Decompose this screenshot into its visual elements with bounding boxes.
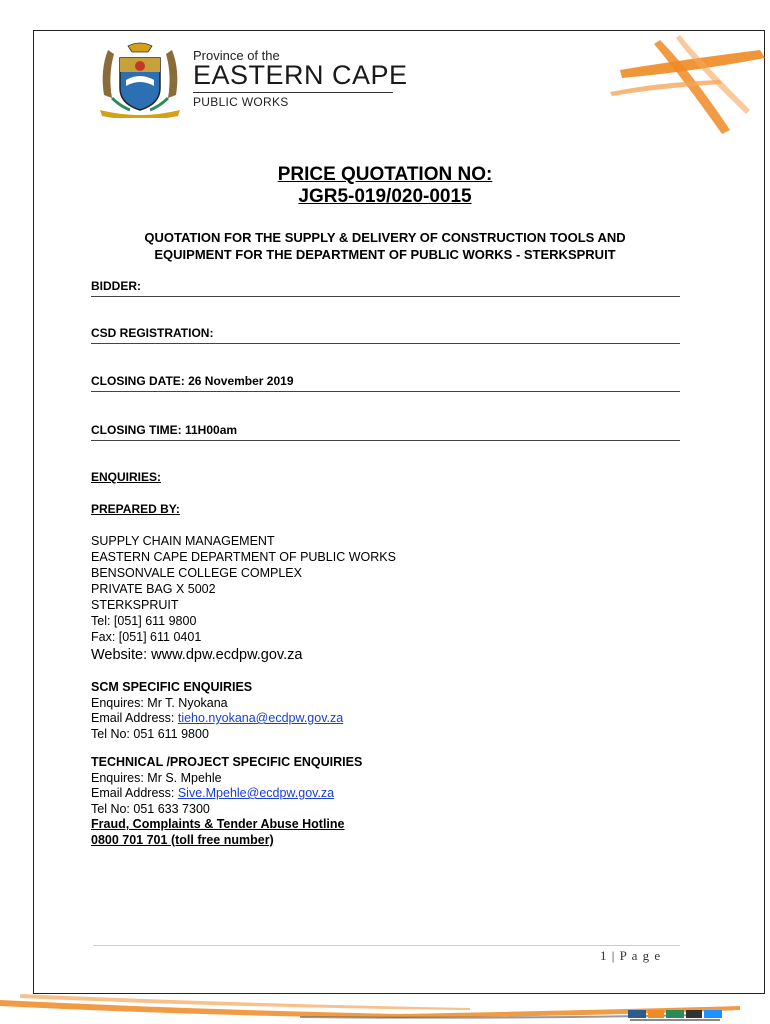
logo-divider	[193, 92, 393, 93]
address-tel: Tel: [051] 611 9800	[91, 614, 197, 628]
technical-email-row	[91, 786, 362, 802]
address-line: PRIVATE BAG X 5002	[91, 582, 216, 596]
technical-email-link[interactable]: Sive.Mpehle@ecdpw.gov.za	[177, 786, 335, 800]
technical-enquiries-block	[91, 755, 362, 848]
technical-email-label: Email Address:	[91, 786, 178, 800]
footer-divider	[93, 945, 680, 946]
page-word: P a g e	[619, 948, 662, 963]
technical-enquires: Enquires: Mr S. Mpehle	[91, 770, 222, 785]
partner-logos	[628, 1008, 724, 1022]
scm-email-link[interactable]: tieho.nyokana@ecdpw.gov.za	[177, 711, 344, 725]
quotation-title: PRICE QUOTATION NO:	[277, 164, 493, 185]
closing-time-field: CLOSING TIME: 11H00am	[91, 423, 680, 441]
prepared-by-heading: PREPARED BY:	[91, 502, 180, 516]
address-fax: Fax: [051] 611 0401	[91, 630, 202, 644]
page-number-value: 1	[600, 948, 608, 963]
scm-email-row	[91, 711, 343, 727]
description-line-2: EQUIPMENT FOR THE DEPARTMENT OF PUBLIC WORKS - STERKSPRUIT	[154, 247, 616, 262]
scm-enquiries-block	[91, 680, 343, 742]
logo-public-works-text: PUBLIC WORKS	[193, 95, 289, 109]
bidder-field: BIDDER:	[91, 279, 680, 297]
logo-wordmark	[193, 48, 408, 109]
scm-enquires: Enquires: Mr T. Nyokana	[91, 695, 228, 710]
orange-brush-decoration	[600, 30, 770, 140]
technical-tel: Tel No: 051 633 7300	[91, 801, 210, 816]
address-line: BENSONVALE COLLEGE COMPLEX	[91, 566, 302, 580]
hotline-number: 0800 701 701 (toll free number)	[91, 832, 274, 847]
quotation-number: JGR5-019/020-0015	[298, 186, 472, 207]
page-number: 1 | P a g e	[600, 948, 662, 963]
scm-email-label: Email Address:	[91, 711, 178, 725]
address-line: STERKSPRUIT	[91, 598, 179, 612]
address-website: Website: www.dpw.ecdpw.gov.za	[91, 647, 303, 663]
address-block	[91, 533, 396, 665]
address-line: SUPPLY CHAIN MANAGEMENT	[91, 534, 275, 548]
closing-date-field: CLOSING DATE: 26 November 2019	[91, 374, 680, 392]
csd-registration-field: CSD REGISTRATION:	[91, 326, 680, 344]
logo-province-text: Province of the	[193, 48, 280, 63]
logo-eastern-cape-text: EASTERN CAPE	[193, 60, 408, 90]
address-line: EASTERN CAPE DEPARTMENT OF PUBLIC WORKS	[91, 550, 396, 564]
coat-of-arms-logo	[90, 40, 190, 118]
scm-heading: SCM SPECIFIC ENQUIRIES	[91, 680, 253, 694]
quotation-description	[60, 229, 710, 263]
technical-heading: TECHNICAL /PROJECT SPECIFIC ENQUIRIES	[91, 755, 363, 769]
hotline-label: Fraud, Complaints & Tender Abuse Hotline	[91, 817, 345, 831]
enquiries-heading: ENQUIRIES:	[91, 470, 162, 484]
scm-tel: Tel No: 051 611 9800	[91, 726, 209, 741]
description-line-1: QUOTATION FOR THE SUPPLY & DELIVERY OF CONSTRUCTION TOOLS AND	[144, 230, 626, 245]
